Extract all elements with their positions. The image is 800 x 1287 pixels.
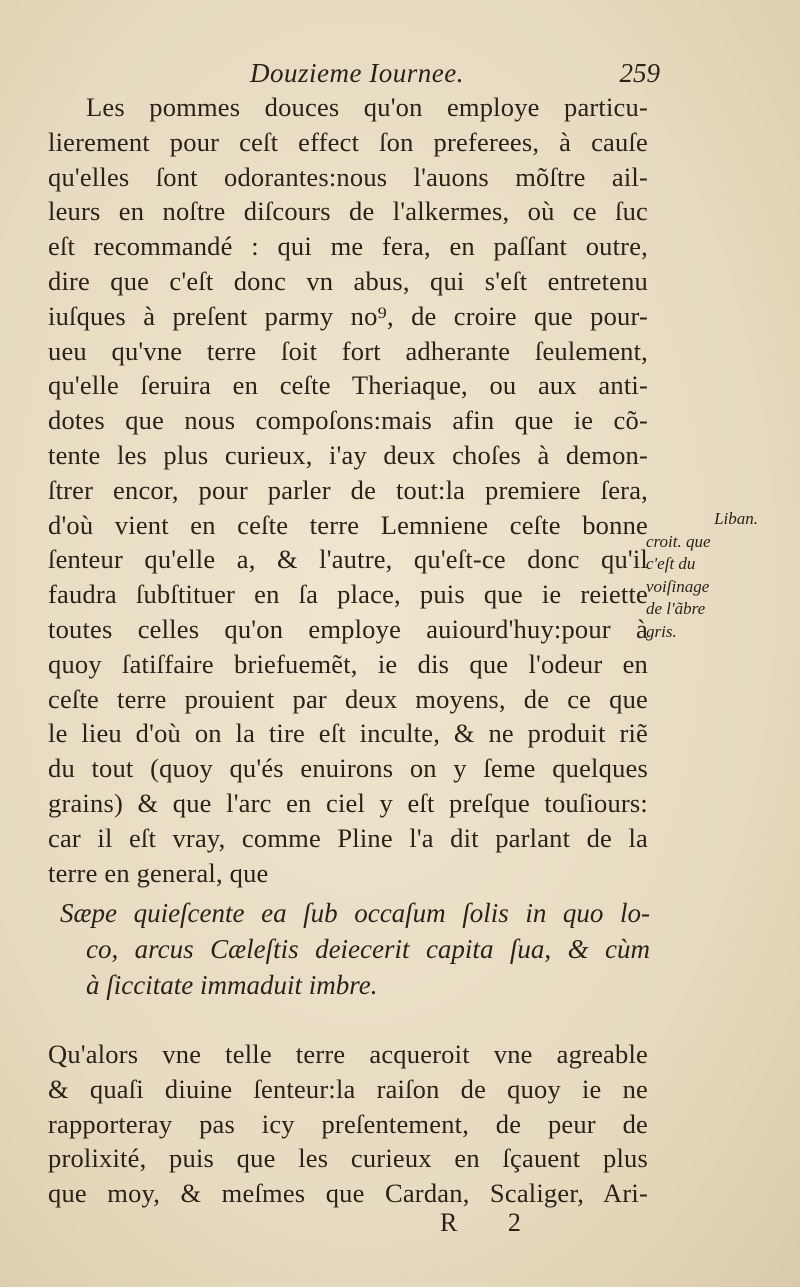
text-line: eſt recommandé : qui me fera, en paſſant outre, xyxy=(48,231,648,262)
text-line: & quaſi diuine ſenteur:la raiſon de quoy ie ne xyxy=(48,1073,648,1104)
text-line: ueu qu'vne terre ſoit fort adherante ſeulement, xyxy=(48,335,648,366)
margin-note-line: Liban. xyxy=(714,509,758,528)
text-line: qu'elle ſeruira en ceſte Theriaque, ou aux anti- xyxy=(48,370,648,401)
text-line: rapporteray pas icy preſentement, de peur de xyxy=(48,1108,648,1139)
text-line: ceſte terre prouient par deux moyens, de ce que xyxy=(48,683,648,714)
text-line: dotes que nous compoſons:mais afin que ie cõ- xyxy=(48,405,648,436)
margin-note-line: voiſinage xyxy=(646,576,710,596)
text-line: dire que c'eſt donc vn abus, qui s'eſt entretenu xyxy=(48,265,648,296)
text-line: terre en general, que xyxy=(48,857,269,888)
running-title: Douzieme Iournee. xyxy=(250,58,464,88)
text-line: toutes celles qu'on employe auiourd'huy:pour à xyxy=(48,613,648,644)
quote-line: co, arcus Cæleſtis deiecerit capita ſua, & cùm xyxy=(86,934,650,964)
margin-note-line: de l'ãbre xyxy=(646,599,706,618)
text-line: ſtrer encor, pour parler de tout:la premiere ſera, xyxy=(48,474,648,505)
text-line: Qu'alors vne telle terre acqueroit vne agreable xyxy=(48,1039,648,1069)
text-line: qu'elles ſont odorantes:nous l'auons mõſtre ail- xyxy=(48,161,648,192)
quote-line: à ſiccitate immaduit imbre. xyxy=(86,970,378,1000)
latin-quotation xyxy=(60,895,650,1003)
signature-mark: R 2 xyxy=(440,1208,543,1237)
text-line: le lieu d'où on la tire eſt inculte, & ne produit riẽ xyxy=(48,718,648,749)
margin-note-line: c'eſt du xyxy=(646,554,696,573)
margin-note-line: gris. xyxy=(646,621,677,641)
text-line: du tout (quoy qu'és enuirons on y ſeme quelques xyxy=(48,753,648,784)
page-number: 259 xyxy=(619,58,660,88)
margin-note-line: croit. que xyxy=(646,531,711,551)
text-line: tente les plus curieux, i'ay deux choſes à demon- xyxy=(48,439,648,470)
paragraph-2 xyxy=(48,1037,648,1211)
text-line: ſenteur qu'elle a, & l'autre, qu'eſt-ce donc qu'il xyxy=(48,544,648,575)
text-line: car il eſt vray, comme Pline l'a dit parlant de la xyxy=(48,822,648,853)
margin-note xyxy=(646,508,766,643)
text-line: quoy ſatiſfaire briefuemẽt, ie dis que l'odeur en xyxy=(48,648,648,679)
text-line: Les pommes douces qu'on employe particu- xyxy=(86,92,648,122)
text-line: prolixité, puis que les curieux en ſçauent plus xyxy=(48,1143,648,1174)
text-line: leurs en noſtre diſcours de l'alkermes, où ce ſuc xyxy=(48,196,648,227)
paragraph-1 xyxy=(48,90,648,890)
text-line: que moy, & meſmes que Cardan, Scaliger, Ari- xyxy=(48,1178,648,1209)
text-line: faudra ſubſtituer en ſa place, puis que ie reiette xyxy=(48,579,648,610)
quote-line: Sæpe quieſcente ea ſub occaſum ſolis in quo lo- xyxy=(60,898,650,928)
text-line: d'où vient en ceſte terre Lemniene ceſte bonne xyxy=(48,509,648,540)
text-line: lierement pour ceſt effect ſon preferees, à cauſe xyxy=(48,126,648,157)
text-line: grains) & que l'arc en ciel y eſt preſque touſiours: xyxy=(48,787,648,818)
text-line: iuſques à preſent parmy no⁹, de croire que pour- xyxy=(48,300,648,331)
